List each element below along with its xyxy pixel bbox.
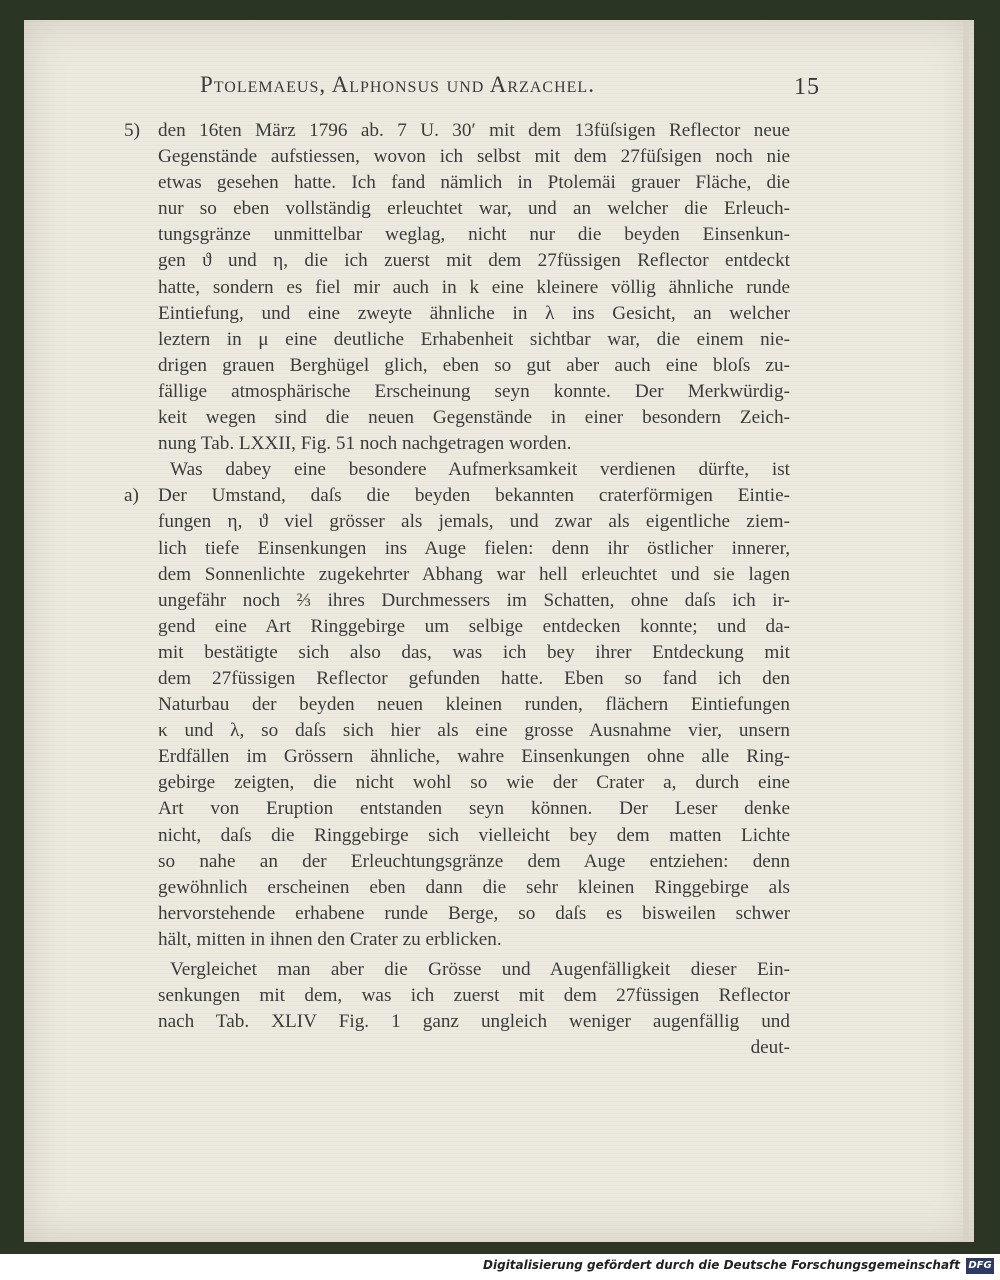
funding-credit: Digitalisierung gefördert durch die Deutsche Forschungsgemeinschaft [483,1258,960,1272]
text-line: hatte, sondern es fiel mir auch in k eine kleinere völlig ähnliche runde [158,276,790,298]
text-line: nung Tab. LXXII, Fig. 51 noch nachgetragen worden. [158,433,572,455]
text-line: Was dabey eine besondere Aufmerksamkeit verdienen dürfte, ist [170,459,790,481]
text-line: fällige atmosphärische Erscheinung seyn konnte. Der Merkwürdig- [158,380,790,402]
text-line: nicht, daſs die Ringgebirge sich vielleicht bey dem matten Lichte [158,824,790,846]
text-line: gen ϑ und η, die ich zuerst mit dem 27füssigen Reflector entdeckt [158,250,790,272]
text-line: 5) den 16ten März 1796 ab. 7 U. 30′ mit dem 13füſsigen Reflector neue [158,118,790,144]
text-line: Eintiefung, und eine zweyte ähnliche in λ ins Gesicht, an welcher [158,302,790,324]
text-line: Gegenstände aufstiessen, wovon ich selbst mit dem 27füſsigen noch nie [158,146,790,168]
item-marker: 5) [124,120,140,141]
text-line: mit bestätigte sich also das, was ich bey ihrer Entdeckung mit [158,641,790,663]
catchword: deut- [750,1037,790,1059]
text-line: Erdfällen im Grössern ähnliche, wahre Einsenkungen ohne alle Ring- [158,746,790,768]
text-line: dem 27füssigen Reflector gefunden hatte. Eben so fand ich den [158,667,790,689]
text-line: gewöhnlich erscheinen eben dann die sehr kleinen Ringgebirge als [158,876,790,898]
item-marker: a) [124,485,139,507]
text-line: hält, mitten in ihnen den Crater zu erblicken. [158,928,502,950]
text-line: tungsgränze unmittelbar weglag, nicht nur die beyden Einsenkun- [158,224,790,246]
text-line: gebirge zeigten, die nicht wohl so wie der Crater a, durch eine [158,772,790,794]
text-line: κ und λ, so daſs sich hier als eine grosse Ausnahme vier, unsern [158,720,790,742]
text-line: Art von Eruption entstanden seyn können. Der Leser denke [158,798,790,820]
text-line: etwas gesehen hatte. Ich fand nämlich in Ptolemäi grauer Fläche, die [158,172,790,194]
text-line: drigen grauen Berghügel glich, eben so gut aber auch eine bloſs zu- [158,354,790,376]
text-line: senkungen mit dem, was ich zuerst mit dem 27füssigen Reflector [158,985,790,1007]
dfg-logo: DFG [966,1258,994,1274]
text-line: leztern in μ eine deutliche Erhabenheit sichtbar war, die einem nie- [158,328,790,350]
text-line: fungen η, ϑ viel grösser als jemals, und zwar als eigentliche ziem- [158,511,790,533]
text-line: hervorstehende erhabene runde Berge, so daſs es bisweilen schwer [158,902,790,924]
text-line: gend eine Art Ringgebirge um selbige entdecken konnte; und da- [158,615,790,637]
text-line: Vergleichet man aber die Grösse und Augenfälligkeit dieser Ein- [170,959,790,980]
text-line: lich tiefe Einsenkungen ins Auge fielen: denn ihr östlicher innerer, [158,537,790,559]
text-line: Naturbau der beyden neuen kleinen runden, flächern Eintiefungen [158,694,790,716]
page-number: 15 [794,74,820,100]
text-line: nach Tab. XLIV Fig. 1 ganz ungleich weniger augenfällig und [158,1011,790,1033]
text-line: nur so eben vollständig erleuchtet war, und an welcher die Erleuch- [158,198,790,220]
footer-bar [0,1254,1000,1280]
running-header [200,68,830,108]
text-line: dem Sonnenlichte zugekehrter Abhang war hell erleuchtet und sie lagen [158,563,790,585]
running-title: Ptolemaeus, Alphonsus und Arzachel. [200,72,595,97]
text-line: so nahe an der Erleuchtungsgränze dem Auge entziehen: denn [158,850,790,872]
page-edge [963,22,969,1242]
text-line: ungefähr noch ⅔ ihres Durchmessers im Schatten, ohne daſs ich ir- [158,589,790,611]
text-line: a) Der Umstand, daſs die beyden bekannten craterförmigen Eintie- [158,483,790,509]
text-line: keit wegen sind die neuen Gegenstände in einer besondern Zeich- [158,407,790,429]
page-body [124,118,790,1061]
